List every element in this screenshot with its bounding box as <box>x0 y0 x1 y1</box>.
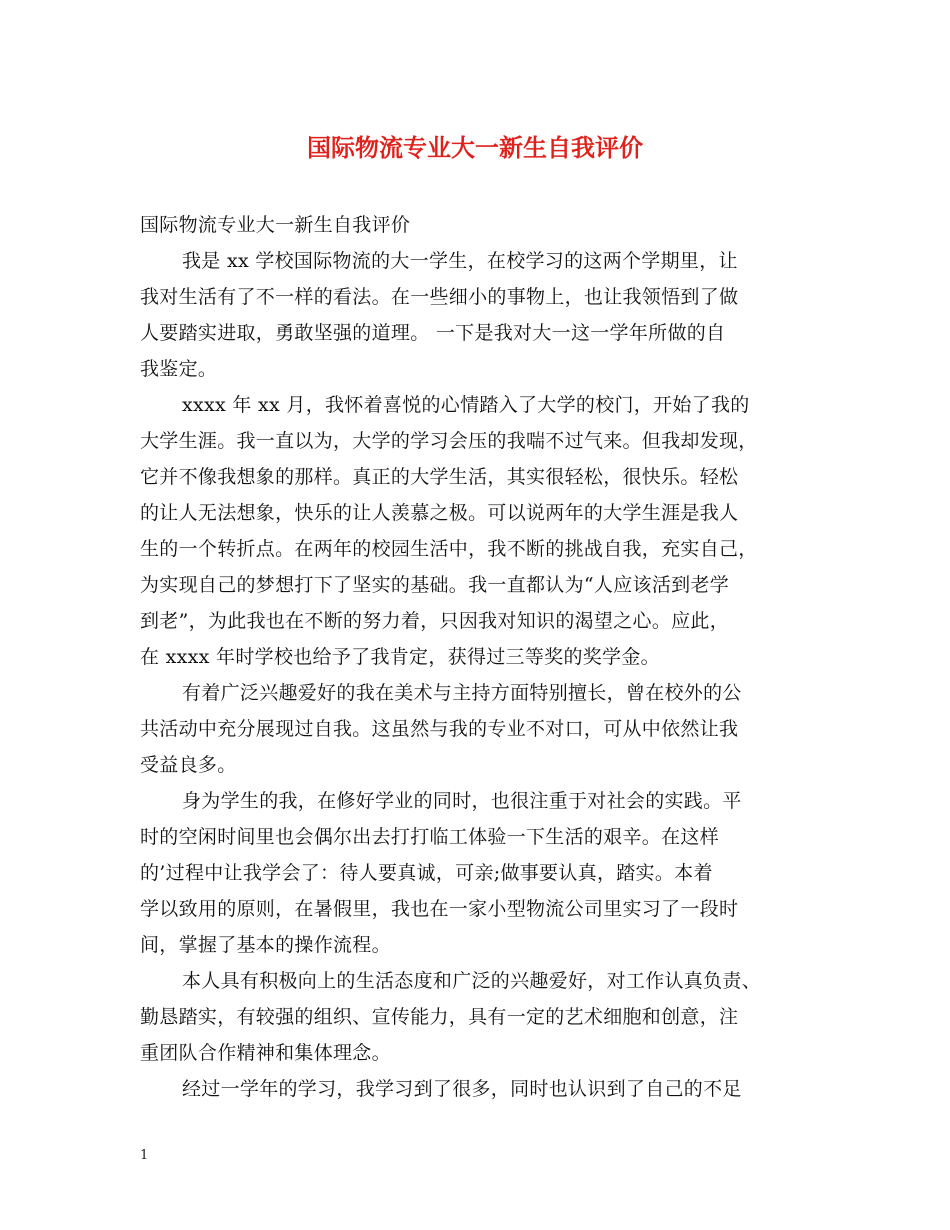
body-line: 有着广泛兴趣爱好的我在美术与主持方面特别擅长，曾在校外的公 <box>182 682 742 704</box>
body-line: 到老”，为此我也在不断的努力着，只因我对知识的渴望之心。应此， <box>140 610 730 632</box>
body-line: 我是 xx 学校国际物流的大一学生，在校学习的这两个学期里，让 <box>182 250 738 272</box>
body-line: 勤恳踏实，有较强的组织、宣传能力，具有一定的艺术细胞和创意，注 <box>140 1006 739 1028</box>
body-line: 重团队合作精神和集体理念。 <box>140 1042 391 1064</box>
body-line: 共活动中充分展现过自我。这虽然与我的专业不对口，可从中依然让我 <box>140 718 739 740</box>
document-title: 国际物流专业大一新生自我评价 <box>307 133 643 162</box>
body-line: 时的空闲时间里也会偶尔出去打打临工体验一下生活的艰辛。在这样 <box>140 826 720 848</box>
body-line: 生的一个转折点。在两年的校园生活中，我不断的挑战自我，充实自己， <box>140 538 758 560</box>
body-line: 本人具有积极向上的生活态度和广泛的兴趣爱好，对工作认真负责、 <box>182 970 762 992</box>
body-line: 的’过程中让我学会了：待人要真诚，可亲;做事要认真，踏实。本着 <box>140 862 713 884</box>
body-line: 大学生涯。我一直以为，大学的学习会压的我喘不过气来。但我却发现， <box>140 430 758 452</box>
body-line: 为实现自己的梦想打下了坚实的基础。我一直都认为“人应该活到老学 <box>140 574 730 596</box>
body-line: 人要踏实进取，勇敢坚强的道理。 一下是我对大一这一学年所做的自 <box>140 322 726 344</box>
body-line: 我鉴定。 <box>140 358 218 380</box>
body-line: 我对生活有了不一样的看法。在一些细小的事物上，也让我领悟到了做 <box>140 286 739 308</box>
body-line: 学以致用的原则，在暑假里，我也在一家小型物流公司里实习了一段时 <box>140 898 739 920</box>
body-line: 的让人无法想象，快乐的让人羡慕之极。可以说两年的大学生涯是我人 <box>140 502 739 524</box>
document-body <box>140 207 820 1107</box>
page-number: 1 <box>140 1148 149 1163</box>
body-line: 在 xxxx 年时学校也给予了我肯定，获得过三等奖的奖学金。 <box>140 646 660 668</box>
body-line: 间，掌握了基本的操作流程。 <box>140 934 391 956</box>
body-line: 身为学生的我，在修好学业的同时，也很注重于对社会的实践。平 <box>182 790 742 812</box>
body-line: 它并不像我想象的那样。真正的大学生活，其实很轻松，很快乐。轻松 <box>140 466 739 488</box>
body-line: 受益良多。 <box>140 754 237 776</box>
body-line: 经过一学年的学习，我学习到了很多，同时也认识到了自己的不足 <box>182 1078 742 1100</box>
body-line: 国际物流专业大一新生自我评价 <box>140 214 411 236</box>
body-line: xxxx 年 xx 月，我怀着喜悦的心情踏入了大学的校门，开始了我的 <box>182 394 750 416</box>
